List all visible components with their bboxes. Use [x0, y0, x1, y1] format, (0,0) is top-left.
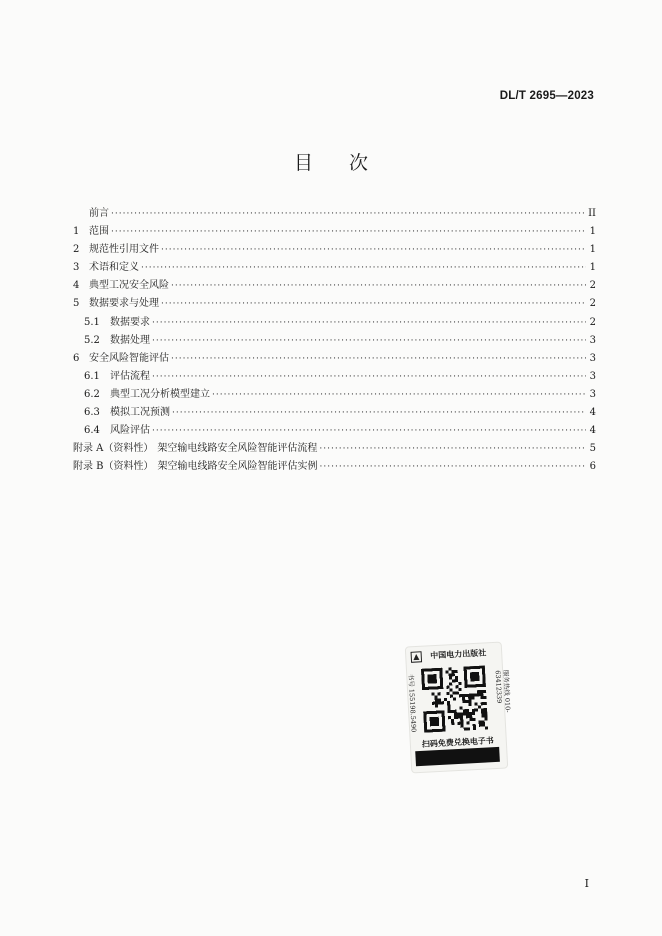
toc-entry-label: 典型工况分析模型建立: [110, 388, 210, 400]
toc-leader-dots: [111, 227, 586, 237]
sticker-scan-text: 扫码免费兑换电子书: [421, 735, 495, 749]
table-of-contents: [73, 204, 596, 475]
toc-entry-page: 6: [589, 461, 596, 473]
toc-entry-label: 前言: [89, 208, 109, 219]
toc-leader-dots: [172, 408, 586, 418]
toc-entry-page: 3: [589, 334, 596, 346]
toc-entry-page: 3: [589, 388, 596, 400]
scratch-off-code[interactable]: [415, 747, 500, 766]
page-number: I: [584, 877, 589, 890]
toc-entry[interactable]: [73, 240, 596, 258]
toc-entry-label: 模拟工况预测: [110, 407, 170, 419]
toc-entry-label: 规范性引用文件: [89, 244, 159, 256]
toc-entry-number: 3: [73, 262, 80, 274]
toc-leader-dots: [152, 318, 586, 328]
sticker-phone: 服务热线 010-63412339: [493, 669, 512, 713]
toc-entry[interactable]: [73, 204, 596, 222]
toc-entry-label: 术语和定义: [89, 262, 139, 274]
toc-entry[interactable]: [73, 276, 596, 294]
toc-entry-label: 数据处理: [110, 334, 150, 346]
publisher-qr-sticker: [406, 643, 512, 773]
toc-entry[interactable]: [73, 403, 596, 421]
toc-leader-dots: [319, 444, 586, 454]
toc-entry[interactable]: [73, 385, 596, 403]
toc-entry-page: II: [588, 208, 596, 219]
toc-entry-number: 6: [73, 352, 80, 364]
toc-entry-number: 6.2: [84, 388, 100, 400]
toc-entry-label: 架空输电线路安全风险智能评估实例: [157, 461, 318, 473]
toc-entry-label: 典型工况安全风险: [89, 280, 169, 292]
toc-entry-page: 1: [589, 226, 596, 238]
sticker-isbn: 书号 155198.5490: [406, 673, 418, 733]
toc-entry-number: 2: [73, 244, 80, 256]
toc-entry[interactable]: [73, 313, 596, 331]
toc-entry-number: 6.4: [84, 425, 100, 437]
toc-entry[interactable]: [73, 222, 596, 240]
toc-entry-number: 附录 B（资料性）: [73, 461, 154, 473]
toc-entry[interactable]: [73, 294, 596, 312]
toc-entry-number: 5.1: [84, 316, 100, 328]
toc-entry-label: 风险评估: [110, 425, 150, 437]
toc-entry[interactable]: [73, 331, 596, 349]
toc-entry-number: 附录 A（资料性）: [73, 443, 154, 455]
toc-leader-dots: [152, 372, 586, 382]
toc-entry-label: 评估流程: [110, 370, 150, 382]
toc-entry-page: 1: [589, 244, 596, 256]
toc-entry-number: 5.2: [84, 334, 100, 346]
toc-entry-page: 4: [589, 407, 596, 419]
standard-code: DL/T 2695—2023: [499, 90, 594, 102]
toc-entry-page: 3: [589, 352, 596, 364]
toc-entry-label: 数据要求与处理: [89, 298, 159, 310]
toc-entry-number: 4: [73, 280, 80, 292]
toc-entry-number: 6.1: [84, 370, 100, 382]
toc-entry[interactable]: [73, 258, 596, 276]
toc-entry[interactable]: [73, 349, 596, 367]
toc-entry-label: 架空输电线路安全风险智能评估流程: [157, 443, 318, 455]
toc-entry-label: 数据要求: [110, 316, 150, 328]
toc-entry-page: 2: [589, 280, 596, 292]
toc-entry-page: 2: [589, 316, 596, 328]
toc-entry-page: 4: [589, 425, 596, 437]
toc-leader-dots: [141, 263, 586, 273]
toc-entry-page: 1: [589, 262, 596, 274]
toc-leader-dots: [111, 209, 586, 219]
toc-entry[interactable]: [73, 421, 596, 439]
toc-entry-number: 5: [73, 298, 80, 310]
toc-entry-page: 2: [589, 298, 596, 310]
toc-leader-dots: [152, 426, 586, 436]
toc-entry-page: 5: [589, 443, 596, 455]
toc-entry[interactable]: [73, 439, 596, 457]
toc-leader-dots: [212, 390, 586, 400]
toc-entry[interactable]: [73, 457, 596, 475]
toc-leader-dots: [152, 336, 586, 346]
toc-entry[interactable]: [73, 367, 596, 385]
qr-code-icon[interactable]: [421, 665, 488, 732]
sticker-publisher: 中国电力出版社: [429, 647, 487, 661]
toc-leader-dots: [161, 299, 586, 309]
toc-entry-number: 6.3: [84, 407, 100, 419]
toc-leader-dots: [171, 281, 586, 291]
toc-title: 目次: [293, 152, 404, 174]
toc-leader-dots: [171, 354, 586, 364]
toc-entry-page: 3: [589, 370, 596, 382]
toc-leader-dots: [320, 462, 586, 472]
toc-leader-dots: [161, 245, 586, 255]
toc-entry-label: 安全风险智能评估: [89, 352, 169, 364]
toc-entry-label: 范围: [89, 226, 109, 238]
toc-entry-number: 1: [73, 226, 80, 238]
